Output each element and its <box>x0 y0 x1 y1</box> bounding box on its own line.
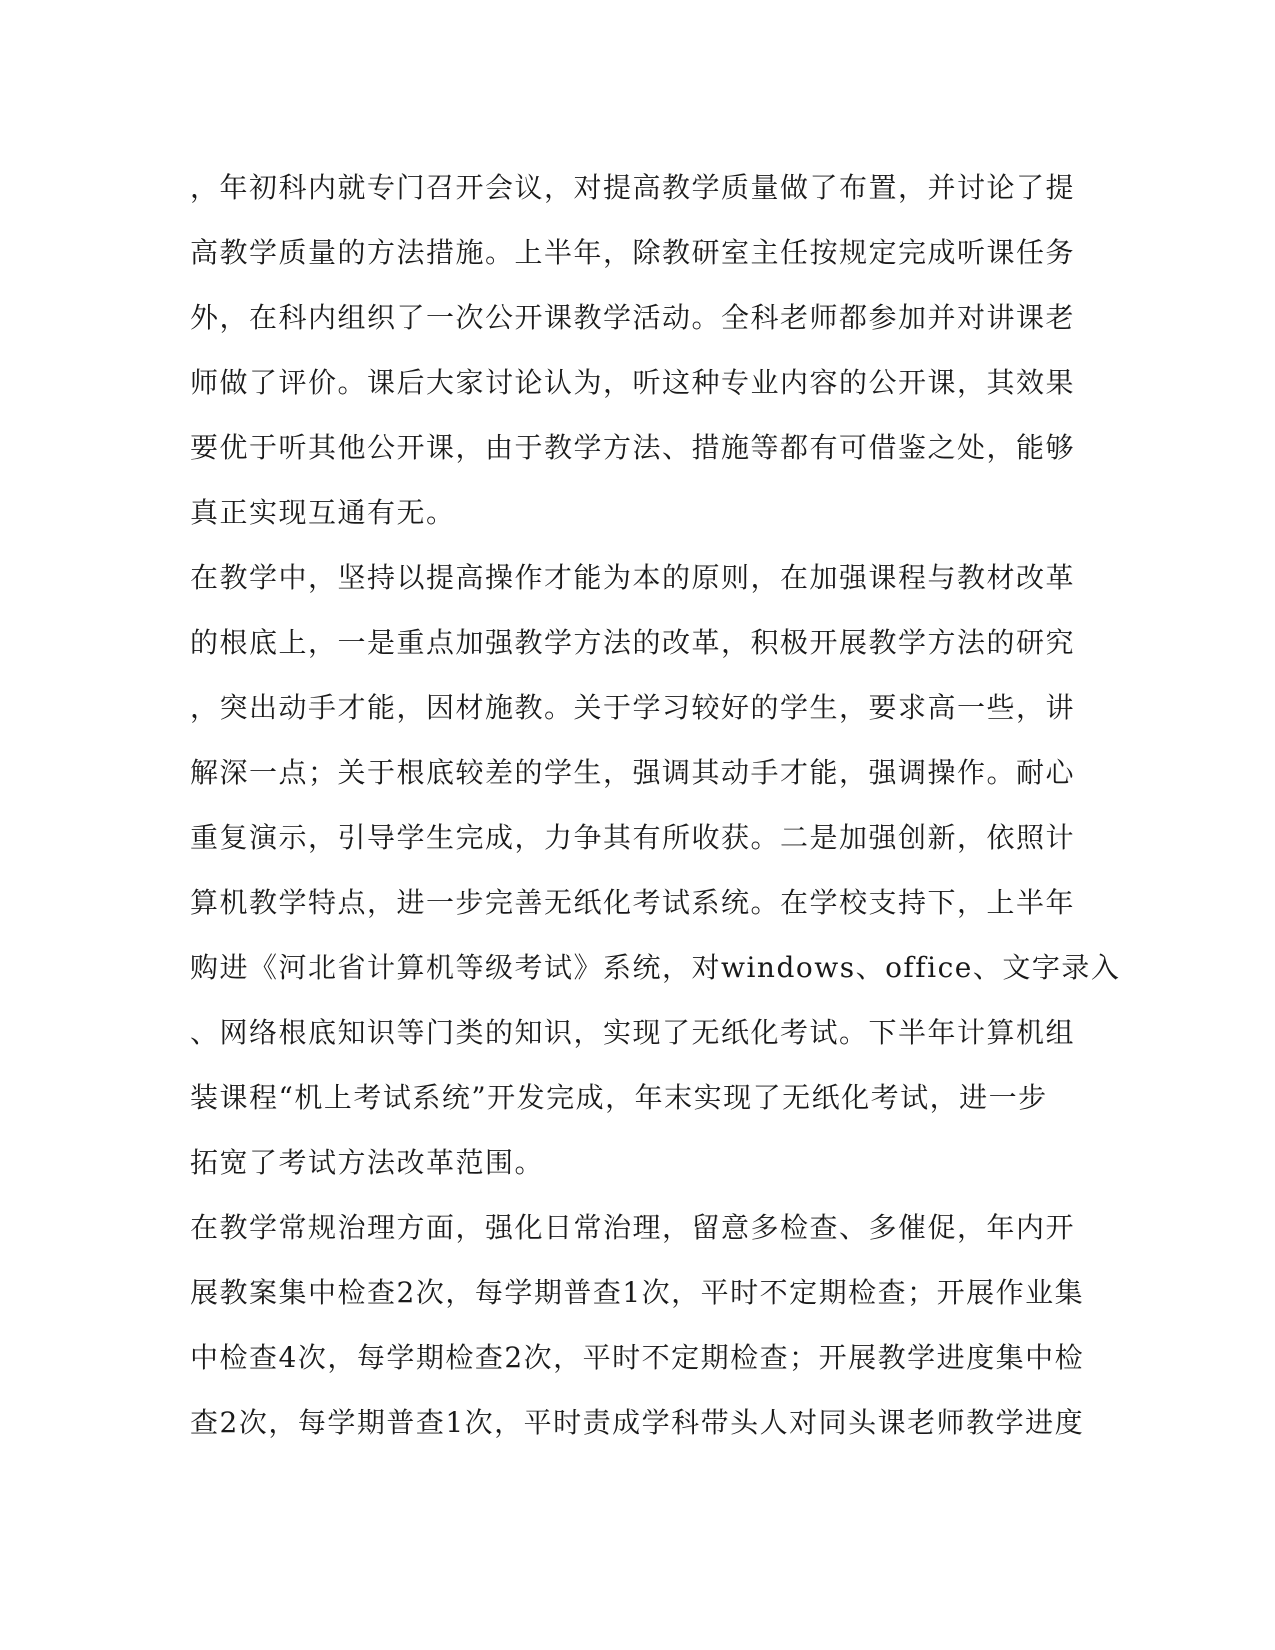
text-line: 师做了评价。课后大家讨论认为，听这种专业内容的公开课，其效果 <box>190 366 1076 399</box>
body-text <box>190 155 1121 1455</box>
text-line: 展教案集中检查2次，每学期普查1次，平时不定期检查；开展作业集 <box>190 1276 1085 1309</box>
text-line: 解深一点；关于根底较差的学生，强调其动手才能，强调操作。耐心 <box>190 756 1076 789</box>
text-line: 拓宽了考试方法改革范围。 <box>190 1146 545 1179</box>
text-line: 的根底上，一是重点加强教学方法的改革，积极开展教学方法的研究 <box>190 626 1076 659</box>
text-line: 在教学中，坚持以提高操作才能为本的原则，在加强课程与教材改革 <box>190 561 1076 594</box>
text-line: 要优于听其他公开课，由于教学方法、措施等都有可借鉴之处，能够 <box>190 431 1076 464</box>
text-line: 购进《河北省计算机等级考试》系统，对windows、office、文字录入 <box>190 951 1121 984</box>
text-line: ，突出动手才能，因材施教。关于学习较好的学生，要求高一些，讲 <box>190 691 1076 724</box>
text-line: 装课程“机上考试系统”开发完成，年末实现了无纸化考试，进一步 <box>190 1081 1048 1114</box>
text-line: 查2次，每学期普查1次，平时责成学科带头人对同头课老师教学进度 <box>190 1406 1085 1439</box>
text-line: 高教学质量的方法措施。上半年，除教研室主任按规定完成听课任务 <box>190 236 1076 269</box>
text-line: 中检查4次，每学期检查2次，平时不定期检查；开展教学进度集中检 <box>190 1341 1085 1374</box>
text-line: 重复演示，引导学生完成，力争其有所收获。二是加强创新，依照计 <box>190 821 1076 854</box>
text-line: 算机教学特点，进一步完善无纸化考试系统。在学校支持下，上半年 <box>190 886 1076 919</box>
text-line: 、网络根底知识等门类的知识，实现了无纸化考试。下半年计算机组 <box>190 1016 1076 1049</box>
text-line: 真正实现互通有无。 <box>190 496 456 529</box>
text-line: 外，在科内组织了一次公开课教学活动。全科老师都参加并对讲课老 <box>190 301 1076 334</box>
text-line: 在教学常规治理方面，强化日常治理，留意多检查、多催促，年内开 <box>190 1211 1076 1244</box>
text-line: ，年初科内就专门召开会议，对提高教学质量做了布置，并讨论了提 <box>190 171 1076 204</box>
